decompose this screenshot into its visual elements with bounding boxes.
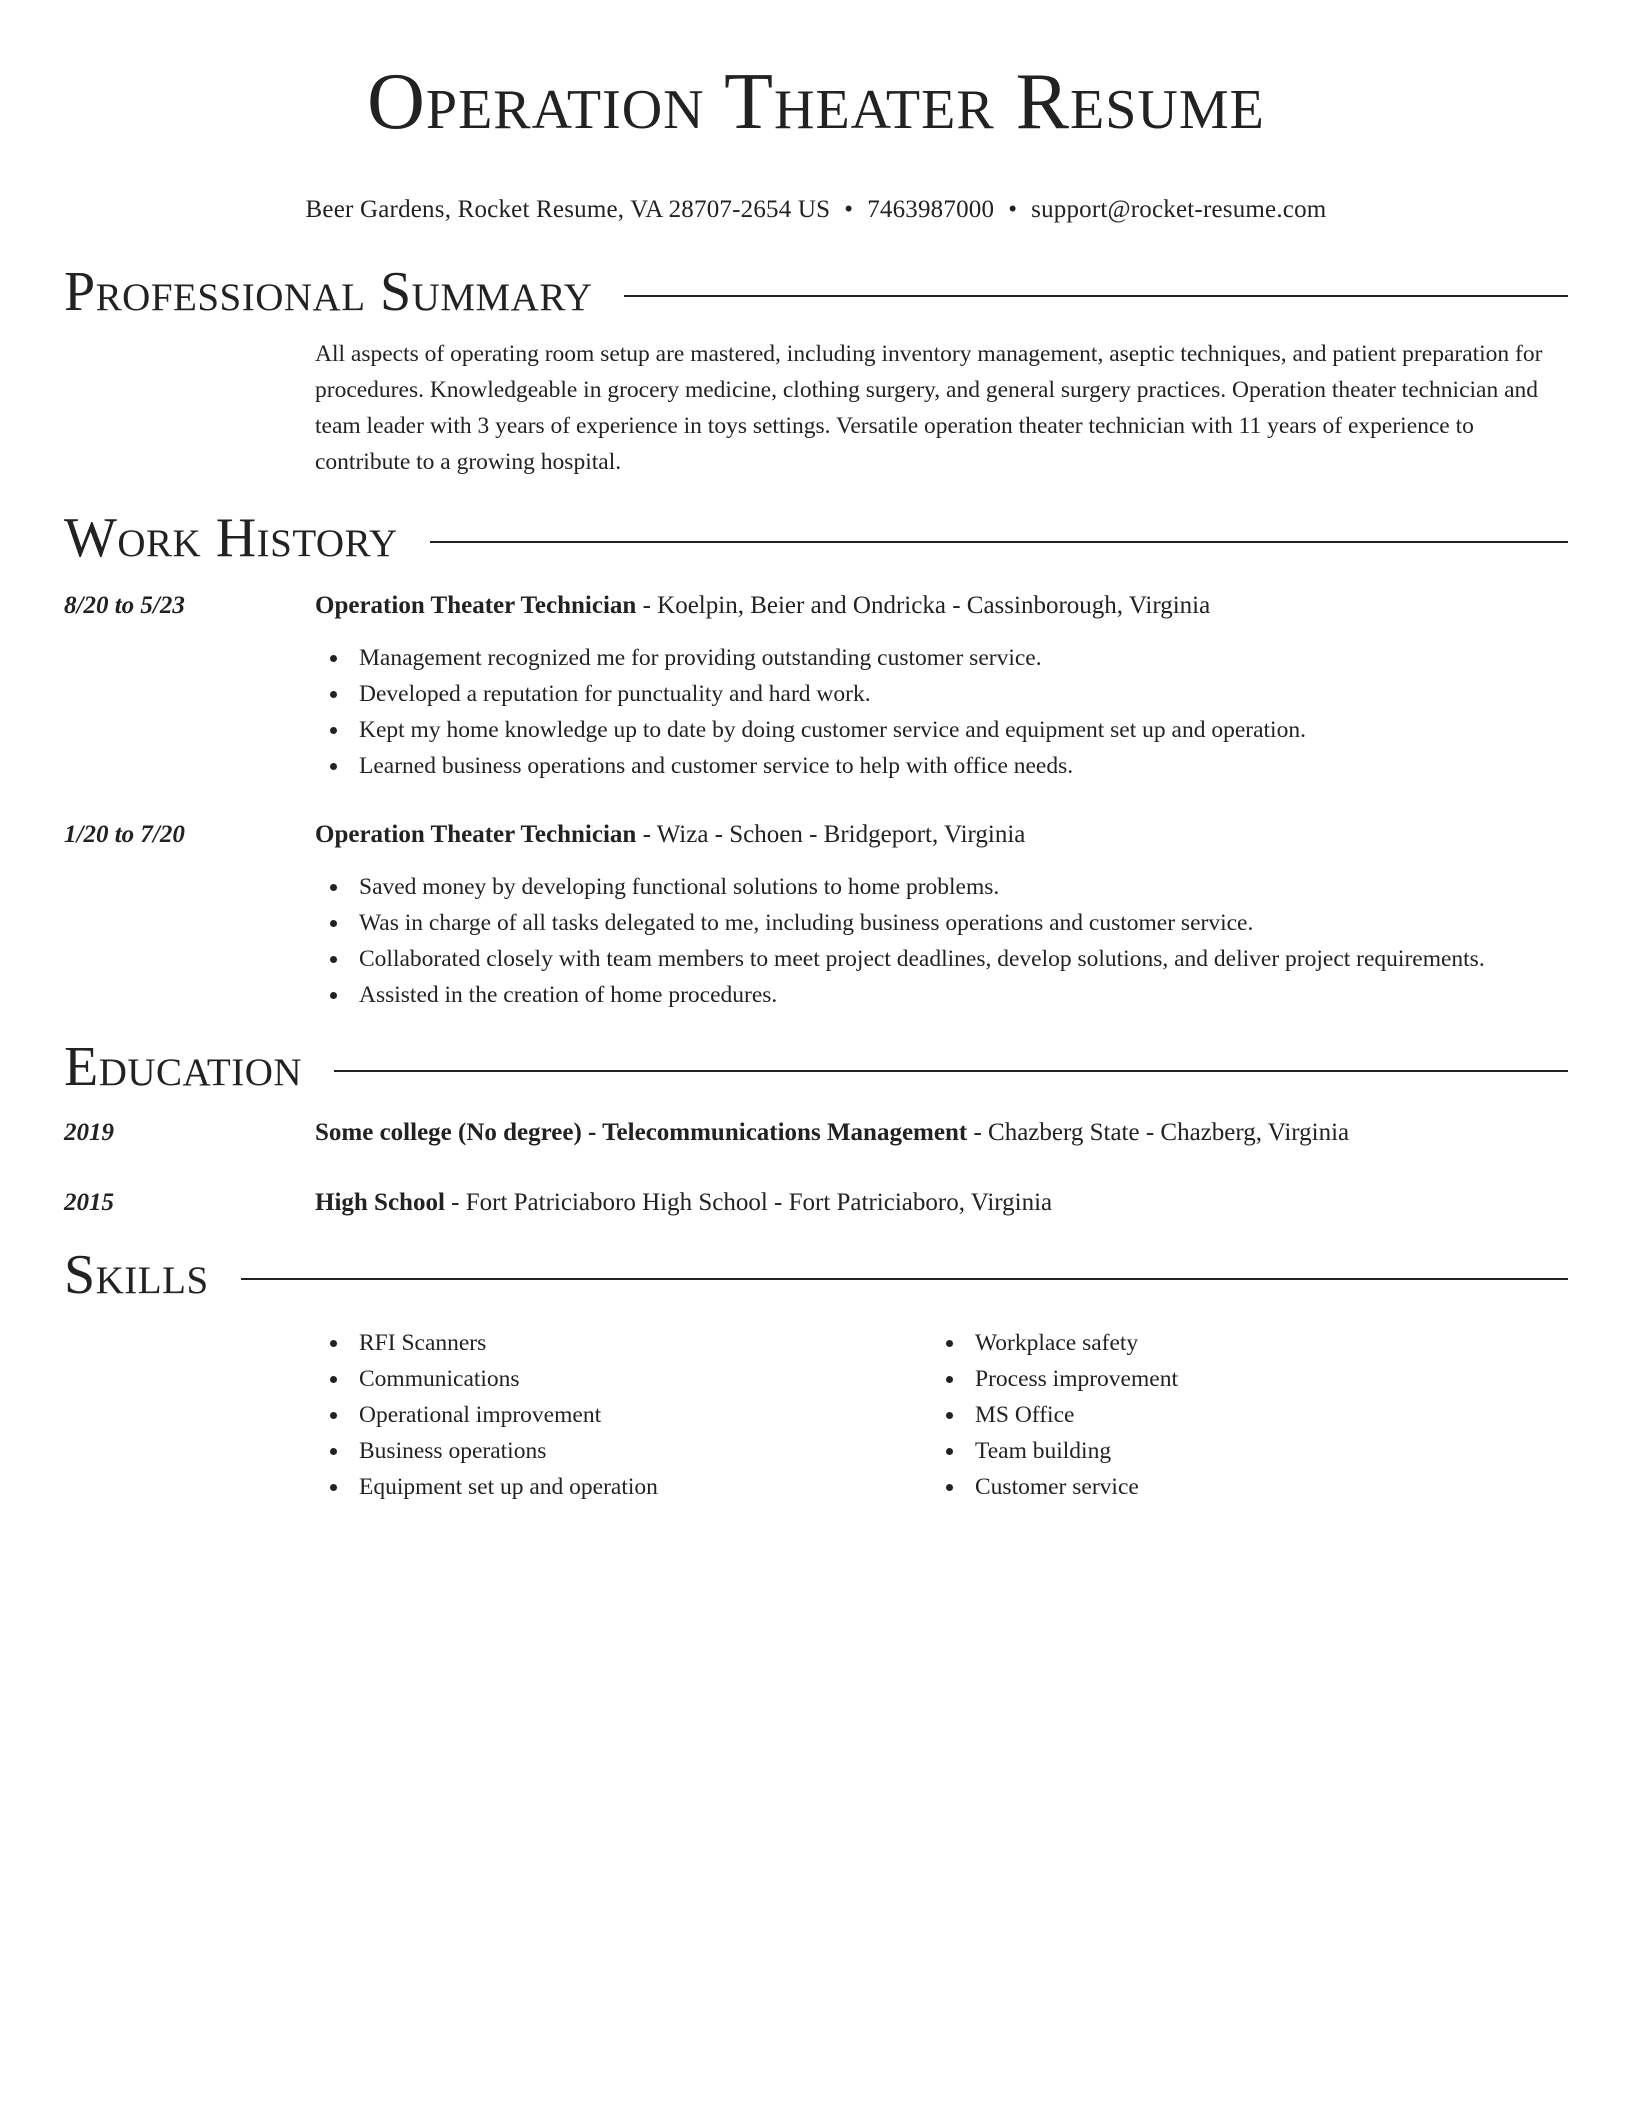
skills-heading — [64, 1243, 1568, 1307]
contact-email: support@rocket-resume.com — [1031, 196, 1327, 223]
list-item: Saved money by developing functional solutions to home problems. — [315, 869, 1568, 905]
section-divider — [624, 295, 1568, 297]
contact-line — [64, 194, 1568, 226]
contact-phone: 7463987000 — [867, 196, 995, 223]
resume-page — [64, 0, 1568, 1505]
job-entry — [64, 817, 1568, 1013]
work-history-heading-text: Work History — [64, 507, 398, 569]
job-title: Operation Theater Technician — [315, 592, 637, 619]
education-details: - Fort Patriciaboro High School - Fort Patriciaboro, Virginia — [444, 1189, 1053, 1216]
job-details: - Wiza - Schoen - Bridgeport, Virginia — [636, 821, 1026, 848]
skill-item: Customer service — [931, 1469, 1547, 1505]
education-details: - Chazberg State - Chazberg, Virginia — [967, 1119, 1350, 1146]
job-title: Operation Theater Technician — [315, 821, 637, 848]
list-item: Learned business operations and customer service to help with office needs. — [315, 748, 1568, 784]
section-divider — [241, 1278, 1568, 1280]
job-line — [315, 588, 1210, 624]
section-divider — [430, 541, 1568, 543]
summary-heading-text: Professional Summary — [64, 261, 593, 323]
job-line — [315, 817, 1025, 853]
job-dates: 1/20 to 7/20 — [64, 821, 185, 848]
skills-list-left — [315, 1325, 931, 1505]
list-item: Developed a reputation for punctuality and hard work. — [315, 676, 1568, 712]
list-item: Kept my home knowledge up to date by doing customer service and equipment set up and operation. — [315, 712, 1568, 748]
contact-separator: • — [1008, 196, 1018, 223]
job-bullets — [315, 869, 1568, 1013]
skills-heading-text: Skills — [64, 1244, 209, 1306]
work-history-heading — [64, 506, 1568, 570]
education-year: 2015 — [64, 1189, 114, 1216]
job-header — [64, 817, 1568, 853]
education-degree: Some college (No degree) - Telecommunications Management — [315, 1119, 968, 1146]
summary-text: All aspects of operating room setup are mastered, including inventory management, aseptic techniques, and patient preparation for procedures. Knowledgeable in grocery medicine, clothing surgery, and general surgery practices. Operation theater technician and team leader with 3 years of experience in toys settings. Versatile operation theater technician with 11 years of experience to contribute to a growing hospital. — [315, 341, 1543, 475]
skill-item: Operational improvement — [315, 1397, 931, 1433]
education-heading-text: Education — [64, 1036, 303, 1098]
job-entry — [64, 588, 1568, 784]
skill-item: Equipment set up and operation — [315, 1469, 931, 1505]
job-header — [64, 588, 1568, 624]
contact-address: Beer Gardens, Rocket Resume, VA 28707-2654 US — [305, 196, 831, 223]
skill-item: Workplace safety — [931, 1325, 1547, 1361]
list-item: Collaborated closely with team members to meet project deadlines, develop solutions, and deliver project requirements. — [315, 941, 1568, 977]
job-details: - Koelpin, Beier and Ondricka - Cassinborough, Virginia — [636, 592, 1211, 619]
list-item: Management recognized me for providing outstanding customer service. — [315, 640, 1568, 676]
skill-item: MS Office — [931, 1397, 1547, 1433]
contact-separator: • — [844, 196, 854, 223]
job-bullets — [315, 640, 1568, 784]
education-entry — [64, 1115, 1568, 1151]
education-entry — [64, 1185, 1568, 1221]
skill-item: Process improvement — [931, 1361, 1547, 1397]
list-item: Was in charge of all tasks delegated to me, including business operations and customer service. — [315, 905, 1568, 941]
education-degree: High School — [315, 1189, 445, 1216]
skill-item: Communications — [315, 1361, 931, 1397]
skill-item: RFI Scanners — [315, 1325, 931, 1361]
skills-grid — [315, 1325, 1568, 1505]
education-line — [315, 1115, 1349, 1151]
resume-title: Operation Theater Resume — [367, 58, 1265, 146]
summary-heading — [64, 260, 1568, 324]
section-divider — [334, 1070, 1568, 1072]
list-item: Assisted in the creation of home procedures. — [315, 977, 1568, 1013]
skills-list-right — [931, 1325, 1547, 1505]
education-year: 2019 — [64, 1119, 114, 1146]
education-line — [315, 1185, 1052, 1221]
job-dates: 8/20 to 5/23 — [64, 592, 185, 619]
skill-item: Team building — [931, 1433, 1547, 1469]
education-heading — [64, 1035, 1568, 1099]
skill-item: Business operations — [315, 1433, 931, 1469]
